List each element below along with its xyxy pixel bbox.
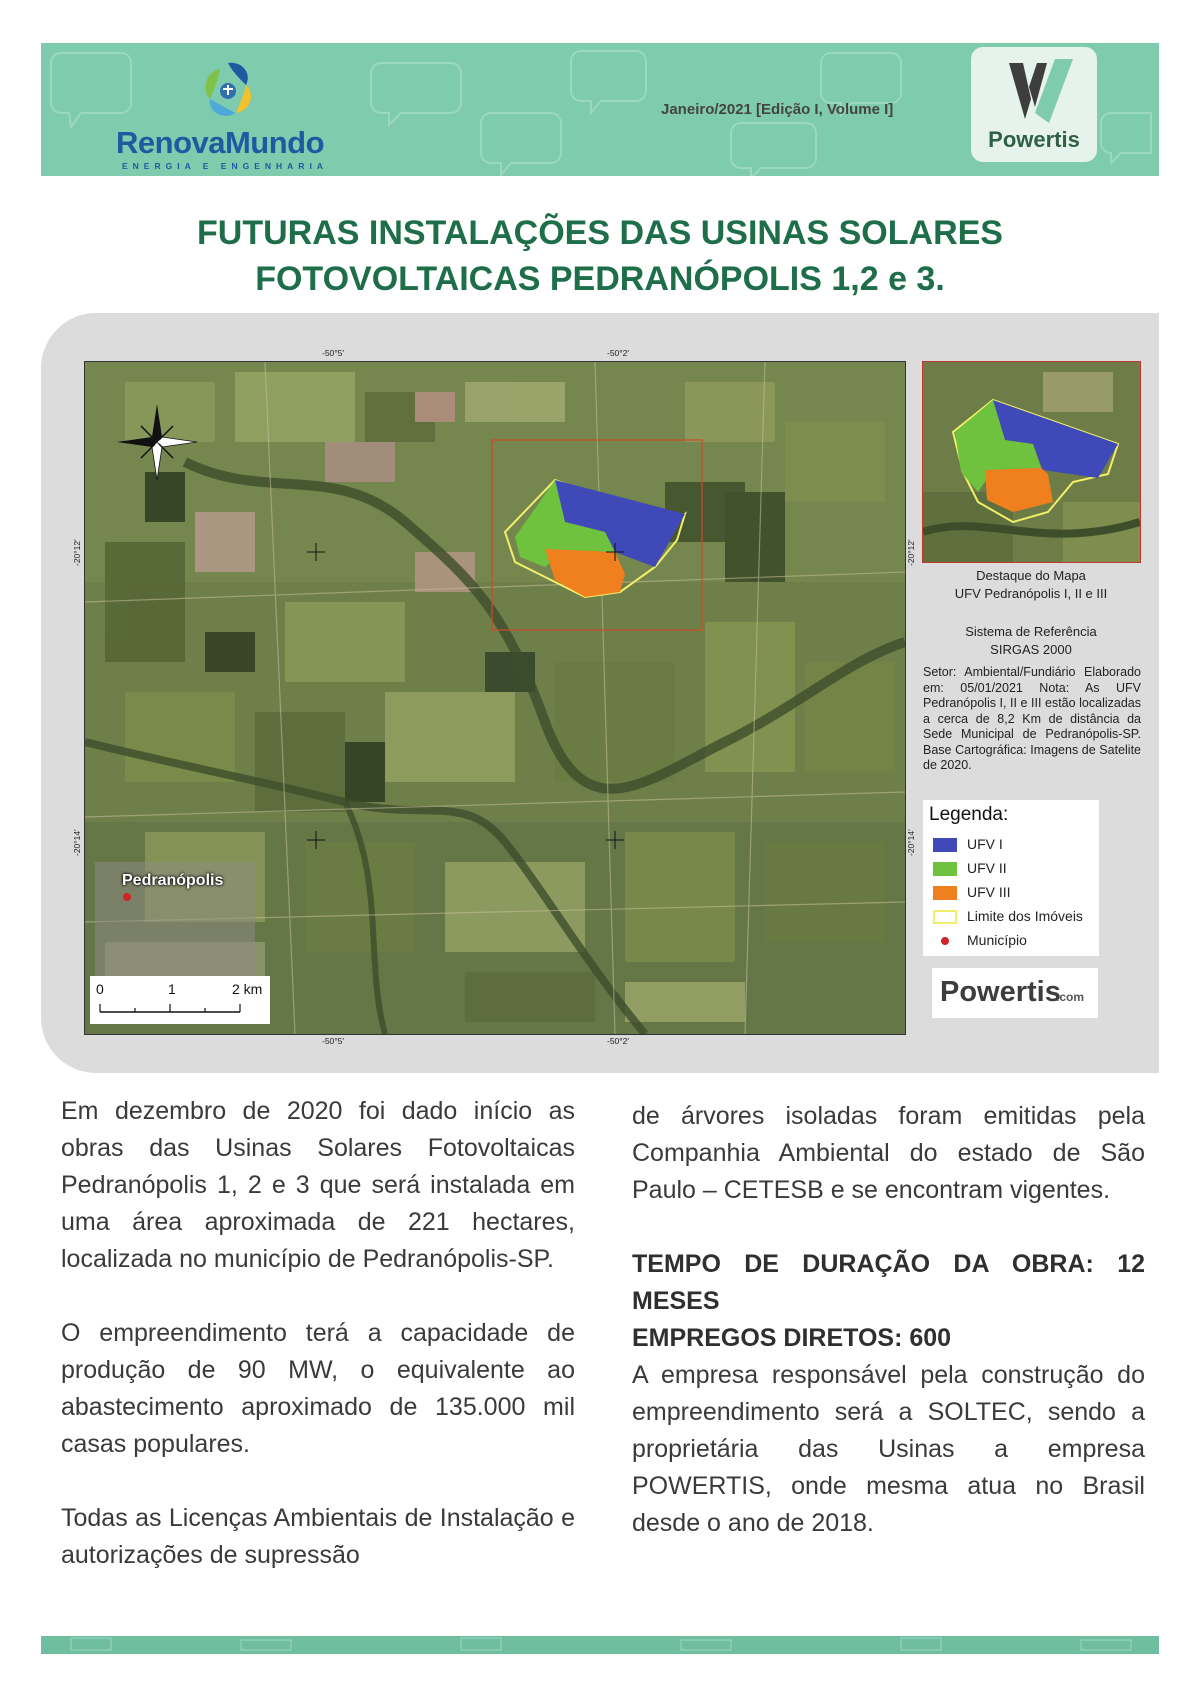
legend-swatch-ufv-1 xyxy=(933,838,957,852)
scale-bar xyxy=(90,976,270,1024)
town-label: Pedranópolis xyxy=(122,872,224,889)
right-paragraph-1: de árvores isoladas foram emitidas pela Companhia Ambiental do estado de São Paulo – CETESB e se encontram vigentes. xyxy=(632,1102,1145,1204)
duration-heading: TEMPO DE DURAÇÃO DA OBRA: 12 MESES xyxy=(632,1250,1145,1315)
legend-label-ufv-2: UFV II xyxy=(967,860,1007,876)
coord-left-lower: -20°14′ xyxy=(72,829,82,856)
powertis-w-icon xyxy=(971,47,1097,127)
legend-swatch-ufv-2 xyxy=(933,862,957,876)
renovamundo-logo xyxy=(116,53,356,173)
powertis-com-wordmark: Powertis xyxy=(940,976,1061,1008)
reference-system-line-1: Sistema de Referência xyxy=(965,624,1097,639)
right-column xyxy=(632,1098,1145,1542)
powertis-logo xyxy=(971,47,1097,162)
left-paragraph-1: Em dezembro de 2020 foi dado início as obras das Usinas Solares Fotovoltaicas Pedranópolis 1, 2 e 3 que será instalada em uma área aproximada de 221 hectares, localizada no município de Pedranópolis-SP. xyxy=(61,1097,575,1273)
map-legend xyxy=(923,800,1099,956)
legend-label-property-limit: Limite dos Imóveis xyxy=(967,908,1083,924)
legend-swatch-property-limit xyxy=(933,910,957,924)
inset-caption-line-1: Destaque do Mapa xyxy=(976,568,1086,583)
coord-bottom-left: -50°5′ xyxy=(322,1036,345,1046)
scale-label-1: 1 xyxy=(168,981,176,997)
coord-left-upper: -20°12′ xyxy=(72,539,82,566)
right-paragraph-2: A empresa responsável pela construção do empreendimento será a SOLTEC, sendo a proprietária das Usinas a empresa POWERTIS, onde mesma atua no Brasil desde o ano de 2018. xyxy=(632,1361,1145,1537)
scale-ruler xyxy=(90,976,270,1024)
renovamundo-emblem-icon xyxy=(116,53,356,133)
renovamundo-tagline: ENERGIA E ENGENHARIA xyxy=(122,161,328,171)
coord-top-right: -50°2′ xyxy=(607,348,630,358)
map-note: Setor: Ambiental/Fundiário Elaborado em: 05/01/2021 Nota: As UFV Pedranópolis I, II e III estão localizadas a cerca de 8,2 Km de distância da Sede Municipal de Pedranópolis-SP. Base Cartográfica: Imagens de Satelite de 2020. xyxy=(923,665,1141,772)
legend-title: Legenda: xyxy=(929,804,1009,825)
inset-caption xyxy=(922,567,1140,603)
powertis-wordmark: Powertis xyxy=(988,127,1080,152)
inset-caption-line-2: UFV Pedranópolis I, II e III xyxy=(954,586,1108,601)
inset-map xyxy=(922,361,1141,563)
inset-imagery xyxy=(923,362,1140,562)
left-paragraph-3: Todas as Licenças Ambientais de Instalação e autorizações de supressão xyxy=(61,1504,575,1569)
scale-label-0: 0 xyxy=(96,981,104,997)
left-column xyxy=(61,1093,575,1574)
edition-label: Janeiro/2021 [Edição I, Volume I] xyxy=(661,101,894,118)
header-banner xyxy=(41,43,1159,176)
renovamundo-wordmark: RenovaMundo xyxy=(116,125,325,160)
coord-right-lower: -20°14′ xyxy=(906,829,916,856)
legend-dot-icon xyxy=(933,934,957,948)
satellite-imagery xyxy=(85,362,905,1034)
footer-bar xyxy=(41,1636,1159,1654)
coord-right-upper: -20°12′ xyxy=(906,539,916,566)
scale-label-2: 2 km xyxy=(232,981,263,997)
jobs-heading: EMPREGOS DIRETOS: 600 xyxy=(632,1324,952,1352)
reference-system-line-2: SIRGAS 2000 xyxy=(990,642,1072,657)
coord-bottom-right: -50°2′ xyxy=(607,1036,630,1046)
legend-label-ufv-3: UFV III xyxy=(967,884,1011,900)
page-title xyxy=(0,210,1200,302)
reference-system xyxy=(922,623,1140,659)
legend-label-municipality: Município xyxy=(967,932,1027,948)
legend-swatch-ufv-3 xyxy=(933,886,957,900)
footer-pattern xyxy=(41,1636,1159,1654)
title-line-1: FUTURAS INSTALAÇÕES DAS USINAS SOLARES xyxy=(197,214,1003,252)
legend-label-ufv-1: UFV I xyxy=(967,836,1003,852)
powertis-com-logo xyxy=(932,968,1098,1018)
satellite-map xyxy=(84,361,906,1035)
left-paragraph-2: O empreendimento terá a capacidade de produção de 90 MW, o equivalente ao abastecimento aproximado de 135.000 mil casas populares. xyxy=(61,1319,575,1458)
coord-top-left: -50°5′ xyxy=(322,348,345,358)
powertis-com-suffix: .com xyxy=(1056,990,1085,1004)
title-line-2: FOTOVOLTAICAS PEDRANÓPOLIS 1,2 e 3. xyxy=(255,260,945,298)
